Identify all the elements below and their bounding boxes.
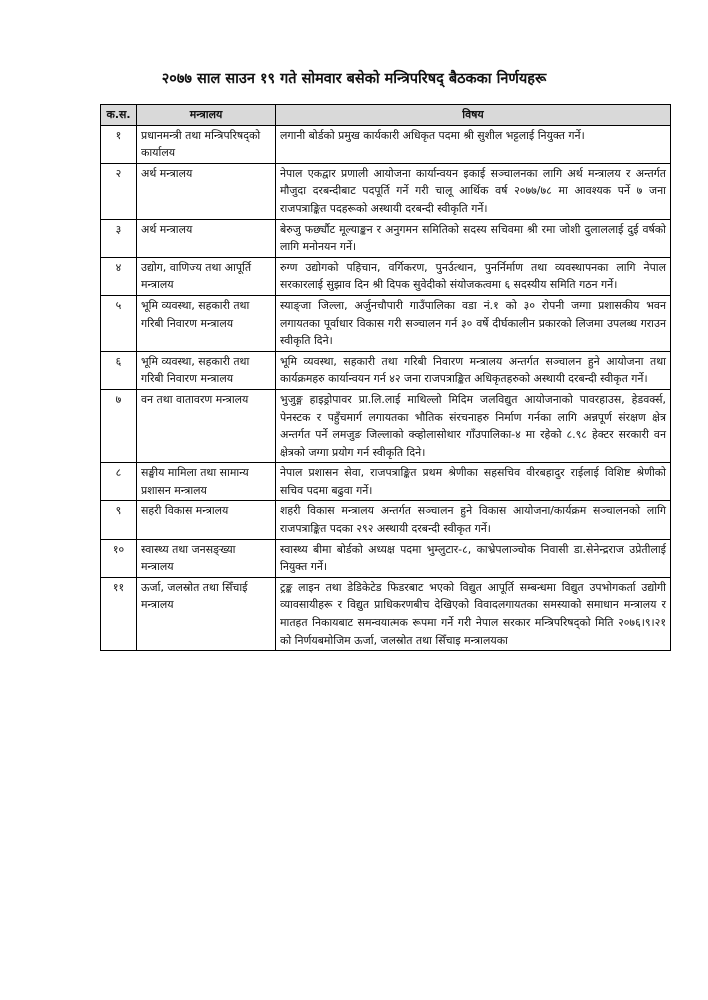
ministry-cell: ऊर्जा, जलस्रोत तथा सिँचाई मन्त्रालय [137,577,276,650]
serial-cell: ६ [101,351,137,389]
table-row [101,539,671,577]
table-row [101,163,671,219]
ministry-cell: उद्योग, वाणिज्य तथा आपूर्ति मन्त्रालय [137,257,276,295]
header-subject: विषय [276,105,671,126]
table-row [101,295,671,351]
ministry-cell: भूमि व्यवस्था, सहकारी तथा गरिबी निवारण मन्त्रालय [137,295,276,351]
serial-cell: ९ [101,501,137,539]
header-ministry: मन्त्रालय [137,105,276,126]
ministry-cell: अर्थ मन्त्रालय [137,163,276,219]
serial-cell: १ [101,125,137,163]
subject-cell: बेरुजु फर्छ्यौट मूल्याङ्कन र अनुगमन समितिको सदस्य सचिवमा श्री रमा जोशी दुलाललाई दुई वर्षको लागि मनोनयन गर्ने। [276,219,671,257]
subject-cell: भूमि व्यवस्था, सहकारी तथा गरिबी निवारण मन्त्रालय अन्तर्गत सञ्चालन हुने आयोजना तथा कार्यक्रमहरु कार्यान्वयन गर्न ४२ जना राजपत्राङ्कित अधिकृतहरुको अस्थायी दरबन्दी स्वीकृत गर्ने। [276,351,671,389]
subject-cell: शहरी विकास मन्त्रालय अन्तर्गत सञ्चालन हुने विकास आयोजना/कार्यक्रम सञ्चालनको लागि राजपत्राङ्कित पदका २९२ अस्थायी दरबन्दी स्वीकृत गर्ने। [276,501,671,539]
subject-cell: नेपाल प्रशासन सेवा, राजपत्राङ्कित प्रथम श्रेणीका सहसचिव वीरबहादुर राईलाई विशिष्ट श्रेणीको सचिव पदमा बढुवा गर्ने। [276,463,671,501]
decisions-table [100,104,671,651]
serial-cell: २ [101,163,137,219]
table-row [101,351,671,389]
header-serial: क.स. [101,105,137,126]
ministry-cell: सहरी विकास मन्त्रालय [137,501,276,539]
serial-cell: ८ [101,463,137,501]
subject-cell: स्याङ्‌जा जिल्ला, अर्जुनचौपारी गाउँपालिका वडा नं.१ को ३० रोपनी जग्गा प्रशासकीय भवन लगायतका पूर्वाधार विकास गरी सञ्चालन गर्न ३० वर्षे दीर्घकालीन प्रकारको लिजमा उपलब्ध गराउन स्वीकृति दिने। [276,295,671,351]
serial-cell: ५ [101,295,137,351]
table-row [101,577,671,650]
table-row [101,219,671,257]
subject-cell: रुग्ण उद्योगको पहिचान, वर्गिकरण, पुनर्उत्थान, पुनर्निर्माण तथा व्यवस्थापनका लागि नेपाल सरकारलाई सुझाव दिन श्री दिपक सुवेदीको संयोजकत्वमा ६ सदस्यीय समिति गठन गर्ने। [276,257,671,295]
ministry-cell: सङ्घीय मामिला तथा सामान्य प्रशासन मन्त्रालय [137,463,276,501]
ministry-cell: अर्थ मन्त्रालय [137,219,276,257]
page-title: २०७७ साल साउन १९ गते सोमवार बसेको मन्त्रिपरिषद् बैठकका निर्णयहरू [161,71,547,87]
serial-cell: ३ [101,219,137,257]
table-header-row [101,105,671,126]
table-row [101,257,671,295]
subject-cell: नेपाल एकद्वार प्रणाली आयोजना कार्यान्वयन इकाई सञ्चालनका लागि अर्थ मन्त्रालय र अन्तर्गत मौजुदा दरबन्दीबाट पदपूर्ति गर्ने गरी चालू आर्थिक वर्ष २०७७/७८ मा आवश्यक पर्ने ७ जना राजपत्राङ्कित पदहरूको अस्थायी दरबन्दी स्वीकृति गर्ने। [276,163,671,219]
subject-cell: लगानी बोर्डको प्रमुख कार्यकारी अधिकृत पदमा श्री सुशील भट्टलाई नियुक्त गर्ने। [276,125,671,163]
table-row [101,501,671,539]
ministry-cell: भूमि व्यवस्था, सहकारी तथा गरिबी निवारण मन्त्रालय [137,351,276,389]
table-row [101,463,671,501]
table-row [101,389,671,462]
serial-cell: ११ [101,577,137,650]
serial-cell: १० [101,539,137,577]
ministry-cell: स्वास्थ्य तथा जनसङ्ख्या मन्त्रालय [137,539,276,577]
subject-cell: ट्रङ्क लाइन तथा डेडिकेटेड फिडरबाट भएको विद्युत आपूर्ति सम्बन्धमा विद्युत उपभोगकर्ता उद्योगी व्यावसायीहरू र विद्युत प्राधिकरणबीच देखिएको विवादलगायतका समस्याको समाधान मन्त्रालय र मातहत निकायबाट समन्वयात्मक रूपमा गर्ने गरी नेपाल सरकार मन्त्रिपरिषद्को मिति २०७६।९।२१ को निर्णयबमोजिम ऊर्जा, जलस्रोत तथा सिँचाइ मन्त्रालयका [276,577,671,650]
table-row [101,125,671,163]
ministry-cell: प्रधानमन्त्री तथा मन्त्रिपरिषद्को कार्यालय [137,125,276,163]
serial-cell: ४ [101,257,137,295]
serial-cell: ७ [101,389,137,462]
ministry-cell: वन तथा वातावरण मन्त्रालय [137,389,276,462]
subject-cell: भुजुङ्ग हाइड्रोपावर प्रा.लि.लाई माथिल्लो मिदिम जलविद्युत आयोजनाको पावरहाउस, हेडवर्क्स, पेनस्टक र पहुँचमार्ग लगायतका भौतिक संरचनाहरु निर्माण गर्नका लागि अन्नपूर्ण संरक्षण क्षेत्र अन्तर्गत पर्ने लमजुङ जिल्लाको क्व्होलासोथार गाँउपालिका-४ मा रहेको ८.९८ हेक्टर सरकारी वन क्षेत्रको जग्गा प्रयोग गर्न स्वीकृति दिने। [276,389,671,462]
subject-cell: स्वास्थ्य बीमा बोर्डको अध्यक्ष पदमा भुम्लुटार-८, काभ्रेपलाञ्चोक निवासी डा.सेनेन्द्रराज उप्रेतीलाई नियुक्त गर्ने। [276,539,671,577]
